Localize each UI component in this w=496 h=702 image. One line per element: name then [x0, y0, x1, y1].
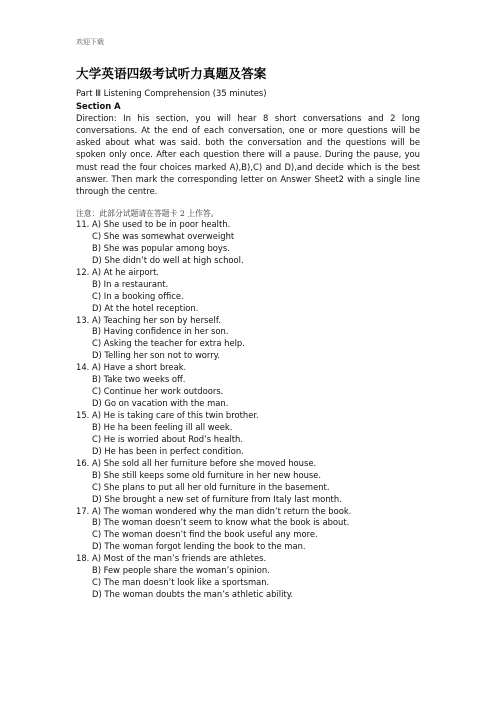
- question-item: [76, 458, 351, 470]
- answer-option: C) The woman doesn’t find the book useful any more.: [92, 529, 318, 540]
- question-number: 13.: [76, 314, 90, 325]
- question-item: [76, 219, 351, 231]
- question-number: 16.: [76, 457, 90, 468]
- directions-paragraph: Direction: In his section, you will hear 8 short conversations and 2 long conversations. At the end of each conversation, one or more questions will be asked about what was said. both the conversation and the questions will be spoken only once. After each question there will a pause. During the pause, you must read the four choices marked A),B),C) and D),and decide which is the best answer. Then mark the corresponding letter on Answer Sheet2 with a single line through the centre.: [76, 113, 420, 196]
- question-list: [76, 219, 351, 601]
- answer-option: A) Most of the man’s friends are athletes.: [92, 553, 267, 564]
- question-item: [76, 553, 351, 565]
- answer-option: A) Have a short break.: [92, 362, 187, 373]
- question-item: [76, 315, 351, 327]
- answer-option: C) She was somewhat overweight: [92, 230, 235, 241]
- answer-option: C) In a booking office.: [92, 290, 184, 301]
- answer-option: D) The woman forgot lending the book to the man.: [92, 541, 306, 552]
- answer-option: A) The woman wondered why the man didn’t return the book.: [92, 505, 352, 516]
- answer-option: D) Go on vacation with the man.: [92, 398, 229, 409]
- answer-option: D) Telling her son not to worry.: [92, 350, 221, 361]
- page-title: 大学英语四级考试听力真题及答案: [76, 66, 267, 81]
- answer-option: A) At he airport.: [92, 266, 160, 277]
- answer-option: D) He has been in perfect condition.: [92, 445, 244, 456]
- answer-option: C) Asking the teacher for extra help.: [92, 338, 245, 349]
- answer-sheet-note: 注意：此部分试题请在答题卡 2 上作答。: [76, 209, 219, 218]
- answer-option: C) He is worried about Rod’s health.: [92, 433, 243, 444]
- answer-option: C) Continue her work outdoors.: [92, 386, 224, 397]
- question-item: [76, 362, 351, 374]
- answer-option: B) Take two weeks off.: [92, 374, 186, 385]
- answer-option: A) He is taking care of this twin brother.: [92, 410, 259, 420]
- section-heading: Section A: [76, 101, 121, 111]
- answer-option: B) She still keeps some old furniture in her new house.: [92, 469, 322, 480]
- answer-option: A) She used to be in poor health.: [92, 219, 231, 229]
- question-number: 11.: [76, 219, 90, 229]
- question-item: [76, 506, 351, 518]
- answer-option: D) The woman doubts the man’s athletic ability.: [92, 589, 294, 600]
- answer-option: B) Few people share the woman’s opinion.: [92, 565, 270, 576]
- answer-option: B) She was popular among boys.: [92, 242, 230, 253]
- part-heading: Part Ⅲ Listening Comprehension (35 minutes): [76, 88, 267, 98]
- question-item: [76, 267, 351, 279]
- question-item: [76, 410, 351, 422]
- answer-option: A) She sold all her furniture before she moved house.: [92, 457, 317, 468]
- answer-option: B) In a restaurant.: [92, 278, 169, 289]
- question-number: 17.: [76, 505, 90, 516]
- question-number: 15.: [76, 410, 90, 420]
- answer-option: D) She brought a new set of furniture from Italy last month.: [92, 493, 342, 504]
- header-note: 欢迎下载: [76, 38, 104, 46]
- question-number: 12.: [76, 266, 90, 277]
- answer-option: B) He ha been feeling ill all week.: [92, 421, 233, 432]
- answer-option: A) Teaching her son by herself.: [92, 314, 221, 325]
- answer-option: D) She didn’t do well at high school.: [92, 254, 244, 265]
- question-number: 14.: [76, 362, 90, 373]
- answer-option: D) At the hotel reception.: [92, 302, 199, 313]
- answer-option: C) She plans to put all her old furniture in the basement.: [92, 481, 330, 492]
- answer-option: B) The woman doesn’t seem to know what the book is about.: [92, 517, 350, 528]
- question-number: 18.: [76, 553, 90, 564]
- answer-option: B) Having confidence in her son.: [92, 326, 229, 337]
- answer-option: C) The man doesn’t look like a sportsman.: [92, 577, 270, 588]
